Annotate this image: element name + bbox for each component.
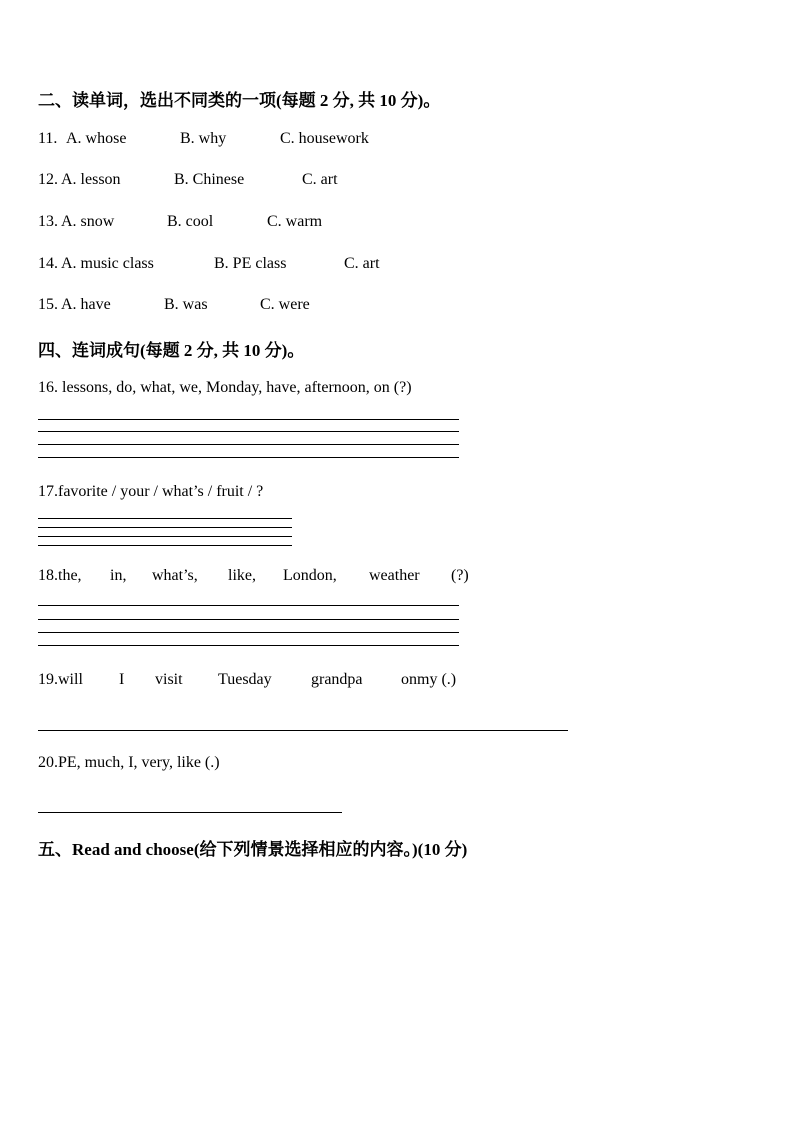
answer-line	[38, 645, 459, 646]
question-17: 17.favorite / your / what’s / fruit / ?	[38, 483, 264, 500]
option-c: C. art	[302, 171, 338, 188]
answer-line	[38, 812, 342, 813]
question-word: I	[119, 671, 125, 688]
answer-line	[38, 419, 459, 420]
option-c: C. were	[260, 296, 310, 313]
option-a: A. lesson	[61, 171, 121, 188]
option-b: B. was	[164, 296, 208, 313]
question-word: what’s,	[152, 567, 198, 584]
option-a: A. have	[61, 296, 111, 313]
answer-line	[38, 605, 459, 606]
question-word: visit	[155, 671, 183, 688]
option-b: B. why	[180, 130, 227, 147]
answer-line	[38, 444, 459, 445]
answer-line	[38, 545, 292, 546]
question-word: onmy (.)	[401, 671, 457, 688]
question-word: 19.will	[38, 671, 83, 688]
section-2-heading: 二、读单词，选出不同类的一项(每题 2 分, 共 10 分)。	[38, 91, 441, 110]
question-word: weather	[369, 567, 420, 584]
option-c: C. housework	[280, 130, 369, 147]
answer-line	[38, 431, 459, 432]
option-a: A. snow	[61, 213, 115, 230]
answer-line	[38, 527, 292, 528]
option-b: B. PE class	[214, 255, 287, 272]
option-a: A. whose	[66, 130, 127, 147]
question-word: (?)	[451, 567, 469, 584]
option-c: C. art	[344, 255, 380, 272]
answer-line	[38, 730, 568, 731]
question-number: 15.	[38, 296, 58, 313]
question-number: 13.	[38, 213, 58, 230]
question-word: grandpa	[311, 671, 363, 688]
section-4-heading: 四、连词成句(每题 2 分, 共 10 分)。	[38, 341, 305, 360]
question-number: 11.	[38, 130, 58, 147]
answer-line	[38, 536, 292, 537]
option-b: B. cool	[167, 213, 214, 230]
section-5-heading: 五、Read and choose(给下列情景选择相应的内容。)(10 分)	[38, 840, 468, 859]
option-b: B. Chinese	[174, 171, 245, 188]
question-word: 18.the,	[38, 567, 82, 584]
answer-line	[38, 518, 292, 519]
question-word: in,	[110, 567, 127, 584]
question-number: 12.	[38, 171, 58, 188]
answer-line	[38, 457, 459, 458]
question-word: like,	[228, 567, 256, 584]
question-16: 16. lessons, do, what, we, Monday, have, afternoon, on (?)	[38, 379, 412, 396]
answer-line	[38, 619, 459, 620]
question-number: 14.	[38, 255, 58, 272]
question-20: 20.PE, much, I, very, like (.)	[38, 754, 220, 771]
option-c: C. warm	[267, 213, 323, 230]
answer-line	[38, 632, 459, 633]
question-word: London,	[283, 567, 337, 584]
option-a: A. music class	[61, 255, 154, 272]
question-word: Tuesday	[218, 671, 272, 688]
